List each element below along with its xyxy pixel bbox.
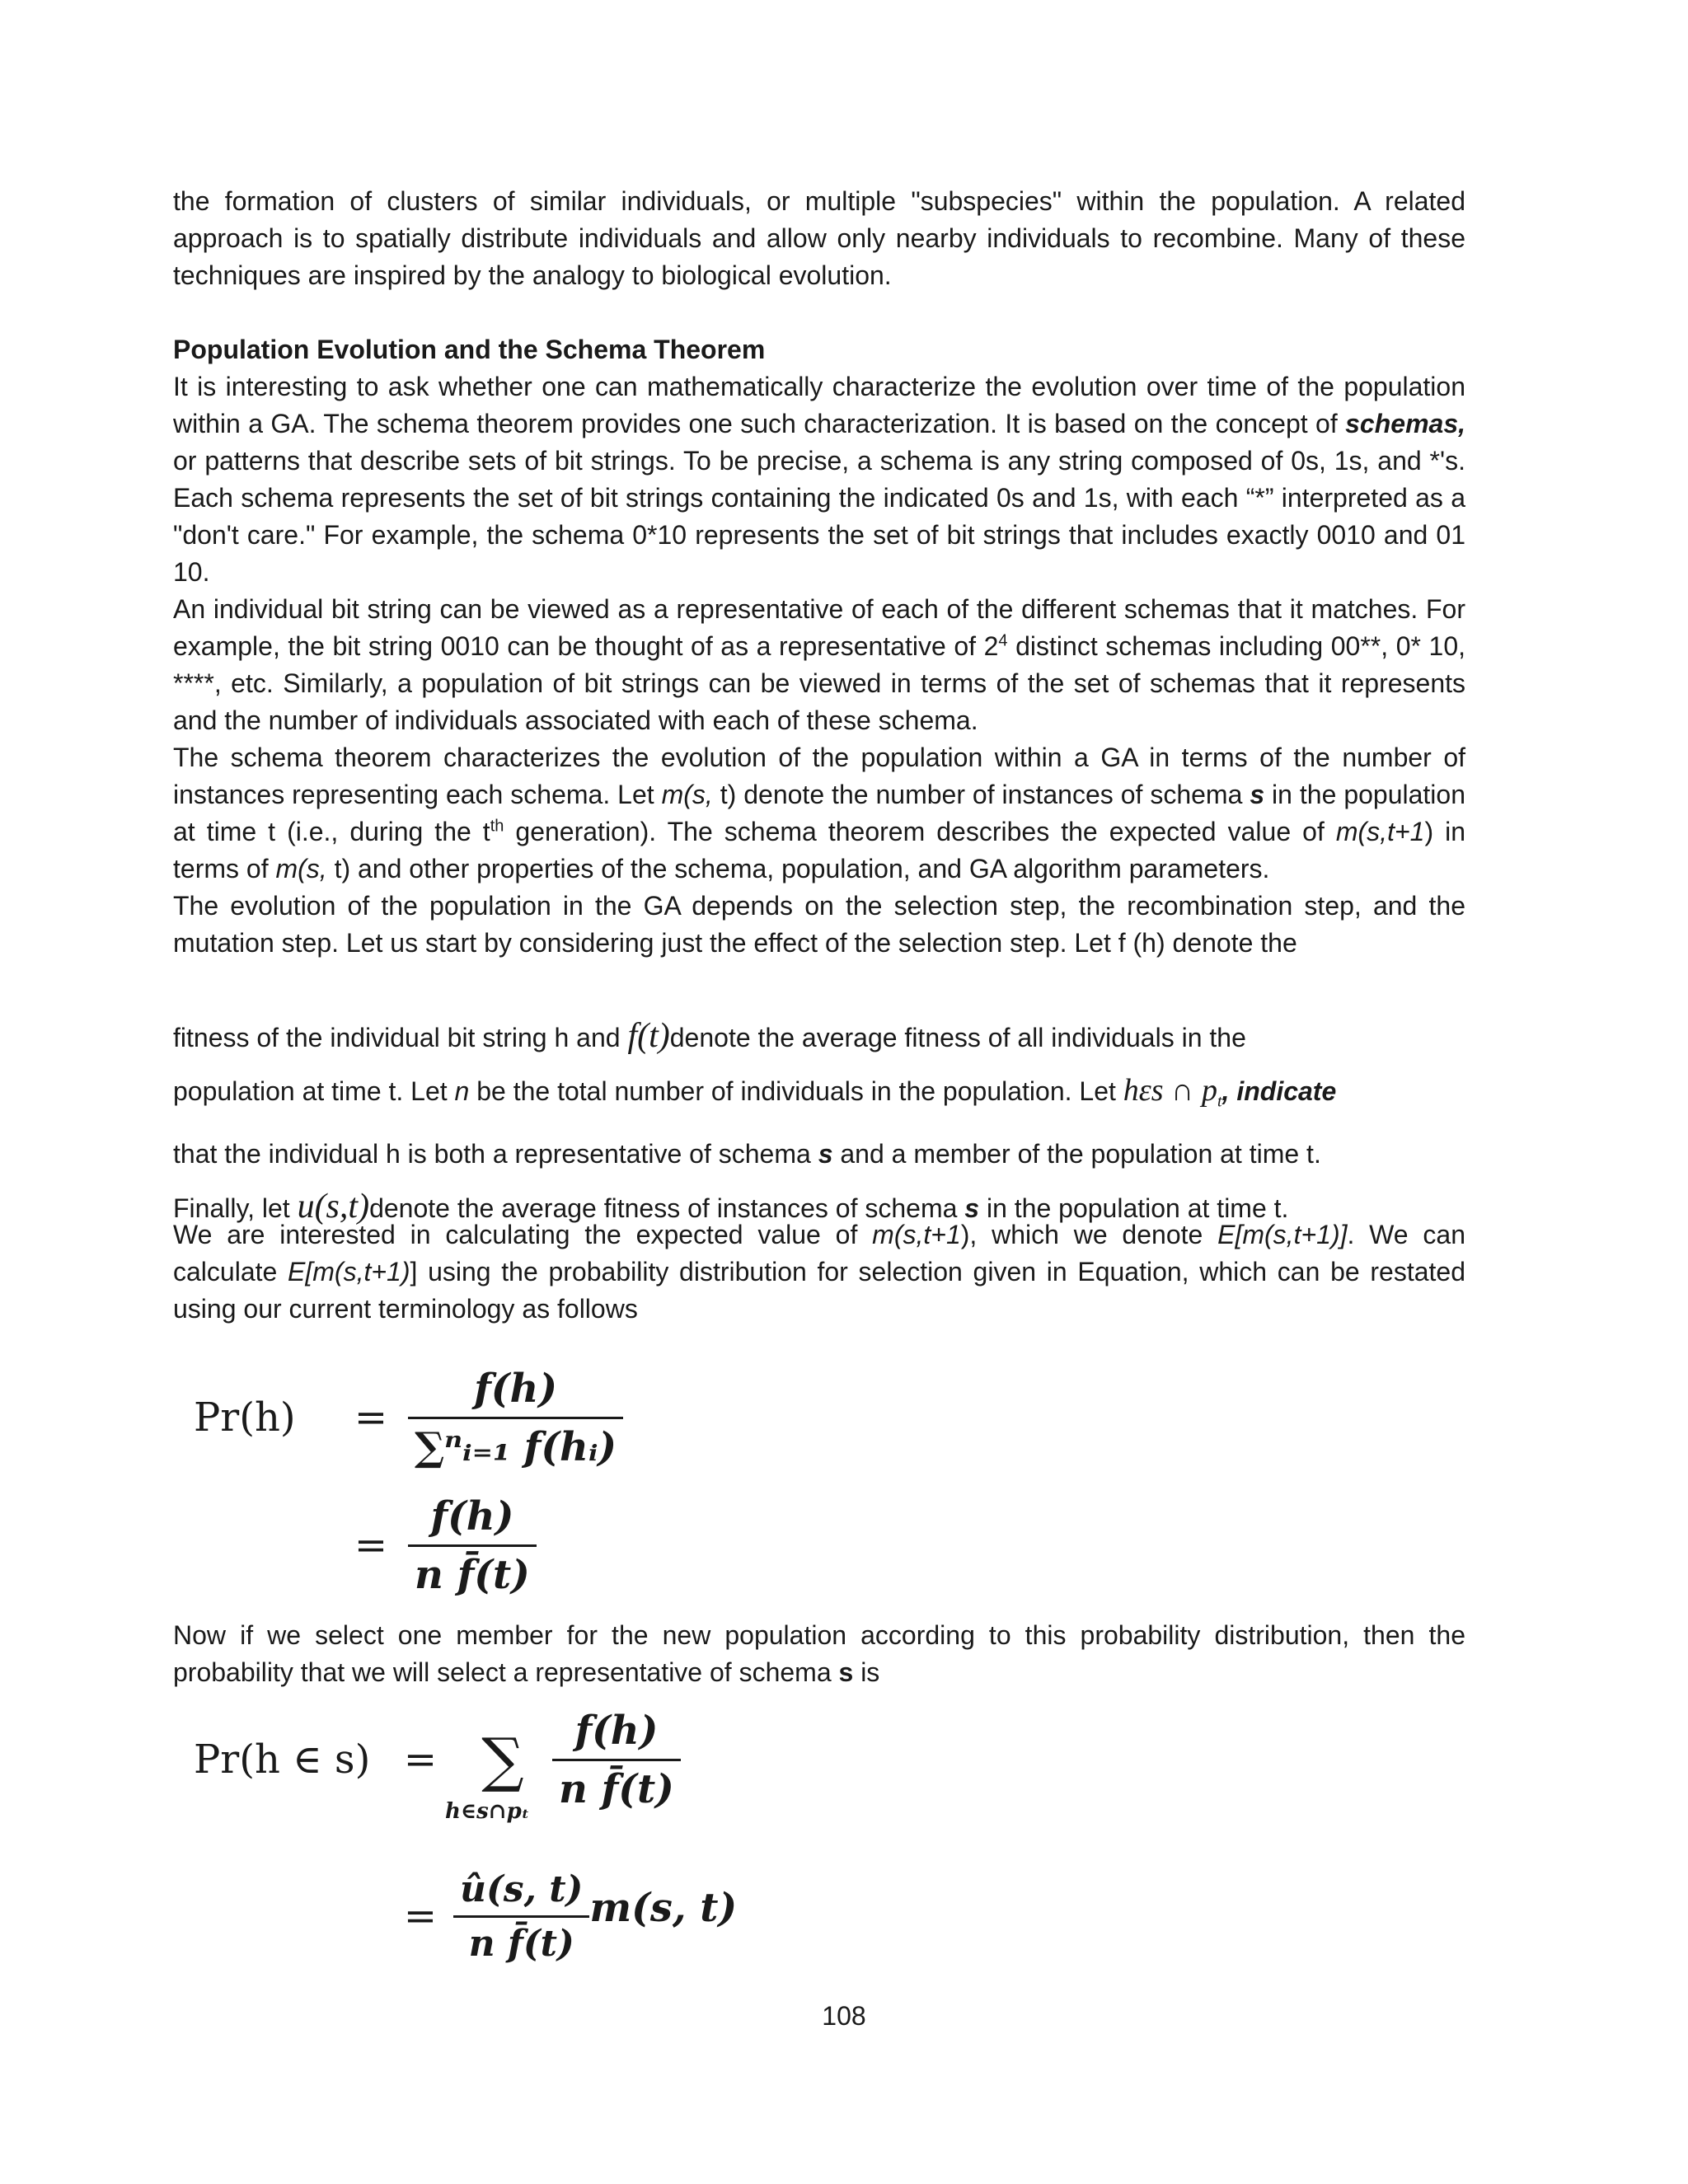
paragraph-schema-theorem: The schema theorem characterizes the evolution of the population within a GA in terms of the number of instances representing each schema. Let m(s, t) denote the number of instances of schema s in the population at time t (i.e., during the $t^{th}$ generation). The schema theorem describes the expected value of m(s,t+1) in terms of m(s, t) and other properties of the schema, population, and GA algorithm parameters. [173,743,1466,883]
paragraph-evolution-a: The evolution of the population in the GA depends on the selection step, the recombination step, and the mutation step. Let us start by considering just the effect of the selection step. Let f (h) denote the [173,891,1465,958]
body-text-select-member [173,1617,1465,1691]
page-number: 108 [822,2001,866,2031]
equation-schema-probability: Pr(h ∈ s) = ∑ h∈s∩pₜ $\frac{f(h)}{\text{n f̄(t)}}$ = $\frac{û(s, t)}{\text{n f̄(t)}}$ m(s, t) [194,1707,738,1965]
line-fitness: fitness of the individual bit string h and f(t)denote the average fitness of all individuals in the [173,1017,1246,1055]
paragraph-intro: the formation of clusters of similar individuals, or multiple "subspecies" within the population. A related approach is to spatially distribute individuals and allow only nearby individuals to recombine. Many of these techniques are inspired by the analogy to biological evolution. [173,186,1465,290]
uhat-symbol: u(s,t) [297,1188,370,1226]
line-representative: that the individual h is both a representative of schema s and a member of the population at time t. [173,1139,1321,1169]
paragraph-bit-string: An individual bit string can be viewed as a representative of each of the different schemas that it matches. For example, the bit string 0010 can be thought of as a representative of $2^4$ distinct schemas including 00**, 0* 10, ****, etc. Similarly, a population of bit strings can be viewed in terms of the set of schemas that it represents and the number of individuals associated with each of these schema. [173,594,1466,735]
fbar-symbol: f(t) [627,1017,670,1055]
summation: ∑ h∈s∩pₜ [445,1724,530,1824]
line-population: population at time t. Let n be the total number of individuals in the population. Let hεs ∩ $p_t$, indicate [173,1073,1337,1111]
equation2-fraction-2: $\frac{û(s, t)}{\text{n f̄(t)}}$ [453,1868,589,1965]
equation1-fraction-2: $\frac{f(h)}{\text{n f̄(t)}}$ [408,1493,537,1598]
equation1-fraction-1: $\frac{f(h)}{\text{∑ⁿᵢ₌₁ f(hᵢ)}}$ [408,1366,623,1470]
section-heading: Population Evolution and the Schema Theorem [173,335,766,364]
equation-selection-probability: Pr(h) = $\frac{f(h)}{\text{∑ⁿᵢ₌₁ f(hᵢ)}}$ = $\frac{f(h)}{\text{n f̄(t)}}$ [194,1360,623,1599]
line-average-fitness: Finally, let u(s,t)denote the average fitness of instances of schema s in the population at time t. [173,1188,1289,1226]
member-symbol: hεs ∩ p [1123,1073,1217,1108]
paragraph-expected-value: We are interested in calculating the expected value of m(s,t+1), which we denote E[m(s,t+1)]. We can calculate E[m(s,t+1)] using the probability distribution for selection given in Equation, which can be restated using our current terminology as follows [173,1220,1466,1324]
body-text-inline-math [173,1010,1465,1235]
paragraph-schema-intro: It is interesting to ask whether one can mathematically characterize the evolution over time of the population within a GA. The schema theorem provides one such characterization. It is based on the concept of schemas, or patterns that describe sets of bit strings. To be precise, a schema is any string composed of 0s, 1s, and *'s. Each schema represents the set of bit strings containing the indicated 0s and 1s, with each “*” interpreted as a "don't care." For example, the schema 0*10 represents the set of bit strings that includes exactly 0010 and 01 10. [173,372,1465,587]
paragraph-select-member: Now if we select one member for the new population according to this probability distribution, then the probability that we will select a representative of schema s is [173,1620,1465,1687]
body-text-top [173,183,1465,962]
paragraph-spacer [173,294,1465,331]
equation2-fraction-1: $\frac{f(h)}{\text{n f̄(t)}}$ [552,1708,681,1812]
body-text-expected [173,1216,1465,1328]
